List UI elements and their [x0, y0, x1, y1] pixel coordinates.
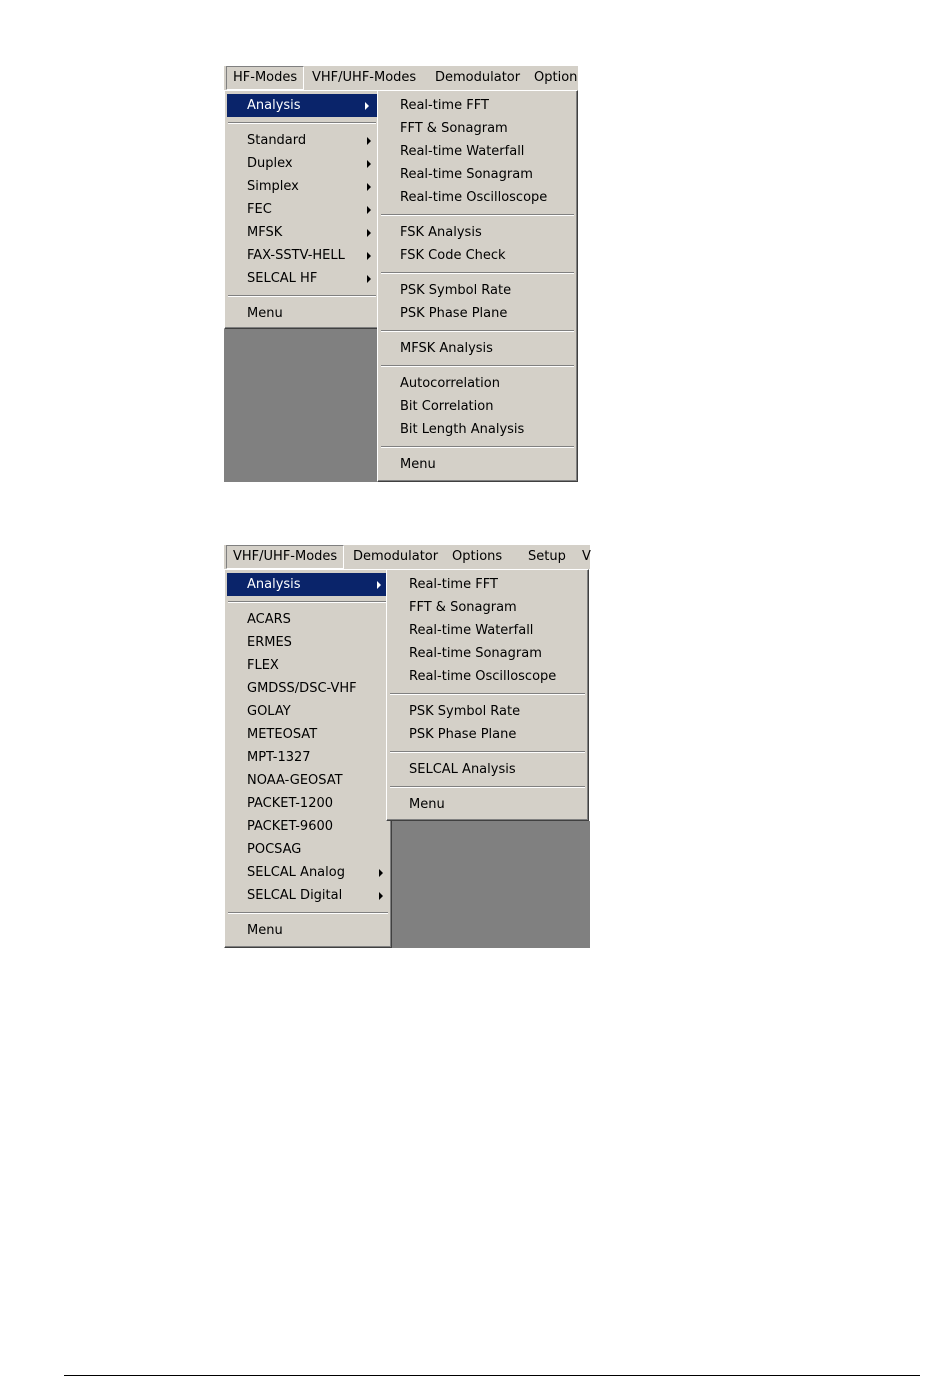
menubar-setup[interactable]: Setup [528, 549, 566, 564]
menu-item-label: Analysis [247, 98, 301, 113]
submenu-item-fft-sonagram[interactable]: FFT & Sonagram [409, 600, 517, 615]
menu-separator [378, 267, 577, 279]
menu-item-label: Duplex [247, 156, 293, 171]
submenu-item-psk-symbol-rate[interactable]: PSK Symbol Rate [400, 283, 512, 298]
submenu-item-menu[interactable]: Menu [409, 797, 445, 812]
submenu-item-realtime-fft[interactable]: Real-time FFT [400, 98, 489, 113]
submenu-arrow-icon [377, 581, 381, 589]
menu-separator [225, 907, 391, 919]
menu-item-fax-sstv-hell[interactable] [225, 244, 379, 267]
submenu-item-menu[interactable]: Menu [400, 457, 436, 472]
menubar-demodulator[interactable]: Demodulator [435, 70, 521, 85]
menu-separator [378, 209, 577, 221]
menu-item-noaa-geosat[interactable]: NOAA-GEOSAT [247, 773, 343, 788]
menu-item-selcal-analog[interactable] [225, 861, 391, 884]
submenu-item-autocorrelation[interactable]: Autocorrelation [400, 376, 500, 391]
submenu-item-fsk-analysis[interactable]: FSK Analysis [400, 225, 482, 240]
menubar [224, 66, 578, 90]
menu-separator [387, 688, 588, 700]
menu-item-label: SELCAL Analog [247, 865, 345, 880]
submenu-arrow-icon [367, 206, 371, 214]
hf-modes-menu [224, 90, 380, 329]
submenu-arrow-icon [365, 102, 369, 110]
submenu-arrow-icon [379, 892, 383, 900]
submenu-item-psk-symbol-rate[interactable]: PSK Symbol Rate [409, 704, 521, 719]
screenshot-vhf-uhf-modes [224, 545, 590, 948]
menu-item-label: MFSK [247, 225, 283, 240]
menu-item-analysis[interactable] [227, 94, 377, 117]
menu-item-fec[interactable] [225, 198, 379, 221]
submenu-item-realtime-fft[interactable]: Real-time FFT [409, 577, 498, 592]
submenu-item-realtime-waterfall[interactable]: Real-time Waterfall [409, 623, 534, 638]
submenu-item-fft-sonagram[interactable]: FFT & Sonagram [400, 121, 508, 136]
submenu-item-bit-correlation[interactable]: Bit Correlation [400, 399, 494, 414]
menu-separator [378, 360, 577, 372]
menubar-options[interactable]: Options [452, 549, 503, 564]
menu-separator [225, 117, 379, 129]
menu-item-simplex[interactable] [225, 175, 379, 198]
menu-item-ermes[interactable]: ERMES [247, 635, 292, 650]
menu-item-flex[interactable]: FLEX [247, 658, 279, 673]
menu-separator [225, 290, 379, 302]
menu-item-packet-9600[interactable]: PACKET-9600 [247, 819, 334, 834]
menu-separator [378, 441, 577, 453]
submenu-arrow-icon [367, 229, 371, 237]
submenu-item-realtime-oscilloscope[interactable]: Real-time Oscilloscope [400, 190, 548, 205]
submenu-item-psk-phase-plane[interactable]: PSK Phase Plane [400, 306, 508, 321]
menu-item-label: SELCAL Digital [247, 888, 343, 903]
menu-separator [378, 325, 577, 337]
menubar-vhf-uhf-modes[interactable]: VHF/UHF-Modes [312, 70, 417, 85]
menu-item-selcal-hf[interactable] [225, 267, 379, 290]
submenu-item-realtime-oscilloscope[interactable]: Real-time Oscilloscope [409, 669, 557, 684]
menu-item-label: Standard [247, 133, 307, 148]
menu-item-analysis[interactable] [227, 573, 389, 596]
submenu-item-fsk-code-check[interactable]: FSK Code Check [400, 248, 506, 263]
menu-item-menu[interactable]: Menu [247, 923, 283, 938]
menu-separator [387, 746, 588, 758]
menu-separator [225, 596, 391, 608]
menu-item-golay[interactable]: GOLAY [247, 704, 291, 719]
menu-item-label: FAX-SSTV-HELL [247, 248, 345, 263]
submenu-item-mfsk-analysis[interactable]: MFSK Analysis [400, 341, 493, 356]
menu-item-label: Analysis [247, 577, 301, 592]
screenshot-hf-modes [224, 66, 578, 482]
submenu-item-realtime-sonagram[interactable]: Real-time Sonagram [409, 646, 542, 661]
vhf-uhf-modes-menu [224, 569, 392, 948]
desktop-background [224, 329, 384, 482]
menubar [224, 545, 590, 569]
submenu-item-realtime-waterfall[interactable]: Real-time Waterfall [400, 144, 525, 159]
submenu-item-bit-length-analysis[interactable]: Bit Length Analysis [400, 422, 525, 437]
desktop-background [384, 821, 590, 948]
menu-item-pocsag[interactable]: POCSAG [247, 842, 302, 857]
menubar-demodulator[interactable]: Demodulator [353, 549, 439, 564]
menubar-vhf-uhf-modes[interactable]: VHF/UHF-Modes [226, 545, 344, 569]
menu-item-meteosat[interactable]: METEOSAT [247, 727, 318, 742]
analysis-submenu [386, 569, 589, 821]
submenu-arrow-icon [379, 869, 383, 877]
submenu-arrow-icon [367, 183, 371, 191]
analysis-submenu [377, 90, 578, 482]
menubar-hf-modes[interactable]: HF-Modes [226, 66, 304, 90]
menu-item-label: SELCAL HF [247, 271, 318, 286]
menu-item-duplex[interactable] [225, 152, 379, 175]
menu-item-standard[interactable] [225, 129, 379, 152]
menubar-options[interactable]: Option [534, 70, 578, 85]
menu-item-packet-1200[interactable]: PACKET-1200 [247, 796, 334, 811]
menubar-v[interactable]: V [582, 549, 591, 564]
menu-item-mfsk[interactable] [225, 221, 379, 244]
submenu-item-psk-phase-plane[interactable]: PSK Phase Plane [409, 727, 517, 742]
submenu-arrow-icon [367, 252, 371, 260]
submenu-arrow-icon [367, 160, 371, 168]
page-footer-rule [64, 1375, 920, 1376]
menu-item-label: FEC [247, 202, 272, 217]
submenu-arrow-icon [367, 137, 371, 145]
menu-item-label: Simplex [247, 179, 299, 194]
submenu-item-selcal-analysis[interactable]: SELCAL Analysis [409, 762, 516, 777]
menu-separator [387, 781, 588, 793]
menu-item-menu[interactable]: Menu [247, 306, 283, 321]
menu-item-gmdss-dsc-vhf[interactable]: GMDSS/DSC-VHF [247, 681, 357, 696]
menu-item-selcal-digital[interactable] [225, 884, 391, 907]
menu-item-acars[interactable]: ACARS [247, 612, 291, 627]
menu-item-mpt-1327[interactable]: MPT-1327 [247, 750, 311, 765]
submenu-item-realtime-sonagram[interactable]: Real-time Sonagram [400, 167, 533, 182]
submenu-arrow-icon [367, 275, 371, 283]
